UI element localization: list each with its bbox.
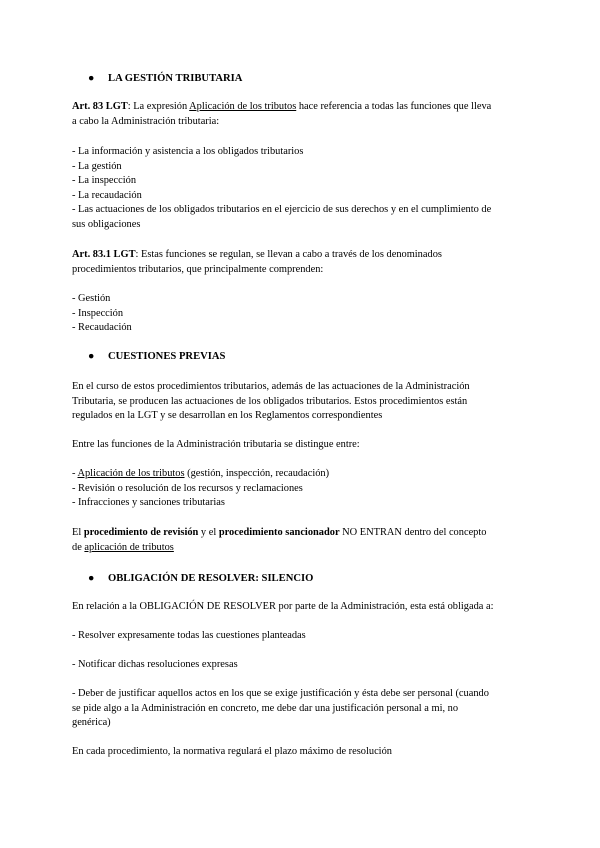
list-item: - Notificar dichas resoluciones expresas (72, 659, 238, 670)
list-item: - La inspección (72, 175, 137, 187)
term-underlined: Aplicación de los tributos (189, 101, 297, 112)
article-ref: Art. 83 LGT (72, 101, 128, 112)
bullet-icon: ● (88, 573, 95, 584)
bullet-icon: ● (88, 351, 95, 362)
paragraph-functions (72, 438, 528, 453)
section-heading-obligacion (88, 572, 313, 587)
distinction-list (72, 467, 528, 511)
text: a cabo la Administración tributaria: (72, 115, 220, 127)
paragraph-obligation-intro (72, 600, 528, 615)
term-bold: procedimiento sancionador (218, 527, 340, 538)
list-item: - La gestión (72, 160, 122, 172)
text: El (72, 527, 84, 538)
bullet-icon: ● (88, 73, 95, 84)
term-bold: procedimiento de revisión (83, 527, 199, 538)
term-underlined: aplicación de tributos (84, 541, 174, 553)
paragraph-note (72, 526, 528, 555)
text: NO ENTRAN dentro del concepto (339, 527, 487, 538)
list-item: - Las actuaciones de los obligados tributarios en el ejercicio de sus derechos y en el cumplimiento de (72, 204, 492, 216)
text: En cada procedimiento, la normativa regulará el plazo máximo de resolución (72, 746, 392, 757)
text: de (72, 541, 85, 553)
list-item: - Resolver expresamente todas las cuestiones planteadas (72, 630, 306, 641)
term-underlined: Aplicación de los tributos (77, 468, 185, 479)
obligation-item-1 (72, 629, 528, 644)
text: (gestión, inspección, recaudación) (184, 468, 330, 479)
obligation-item-3 (72, 687, 528, 731)
list-item: - Revisión o resolución de los recursos y reclamaciones (72, 482, 303, 494)
paragraph-closing (72, 745, 528, 760)
list-item-continuation: se pide algo a la Administración en concreto, me debe dar una justificación personal a mi, no (72, 702, 459, 714)
paragraph-intro (72, 380, 528, 424)
text: procedimientos tributarios, que principalmente comprenden: (72, 263, 324, 275)
list-item: - Infracciones y sanciones tributarias (72, 497, 225, 509)
paragraph-art83 (72, 100, 528, 129)
functions-list (72, 145, 528, 233)
text: Tributaria, se producen las actuaciones de los obligados tributarios. Estos procedimientos están (72, 395, 468, 407)
paragraph-art831 (72, 248, 528, 277)
text: En relación a la OBLIGACIÓN DE RESOLVER por parte de la Administración, esta está obligada a: (72, 601, 494, 612)
text: : La expresión (127, 101, 190, 112)
procedures-list (72, 292, 528, 336)
list-item: - Gestión (72, 293, 111, 304)
list-item-continuation: sus obligaciones (72, 218, 141, 230)
section-heading-gestion (88, 72, 242, 87)
heading-text: CUESTIONES PREVIAS (108, 351, 226, 362)
text: regulados en la LGT y se desarrollan en los Reglamentos correspondientes (72, 410, 383, 422)
text: En el curso de estos procedimientos tributarios, además de las actuaciones de la Administración (72, 381, 470, 392)
list-item: - La recaudación (72, 189, 142, 201)
text: Entre las funciones de la Administración tributaria se distingue entre: (72, 439, 360, 450)
heading-text: LA GESTIÓN TRIBUTARIA (108, 73, 243, 84)
list-item: - Inspección (72, 307, 124, 319)
text: y el (198, 527, 219, 538)
text: hace referencia a todas las funciones que lleva (296, 101, 492, 112)
list-item-continuation: genérica) (72, 717, 111, 729)
text: : Estas funciones se regulan, se llevan a cabo a través de los denominados (135, 249, 442, 260)
section-heading-cuestiones (88, 350, 225, 365)
text: - (72, 468, 78, 479)
list-item: - Recaudación (72, 322, 132, 334)
article-ref: Art. 83.1 LGT (72, 249, 136, 260)
obligation-item-2 (72, 658, 528, 673)
list-item: - Deber de justificar aquellos actos en los que se exige justificación y ésta debe ser personal (cuando (72, 688, 489, 699)
heading-text: OBLIGACIÓN DE RESOLVER: SILENCIO (108, 573, 314, 584)
list-item: - La información y asistencia a los obligados tributarios (72, 146, 304, 157)
